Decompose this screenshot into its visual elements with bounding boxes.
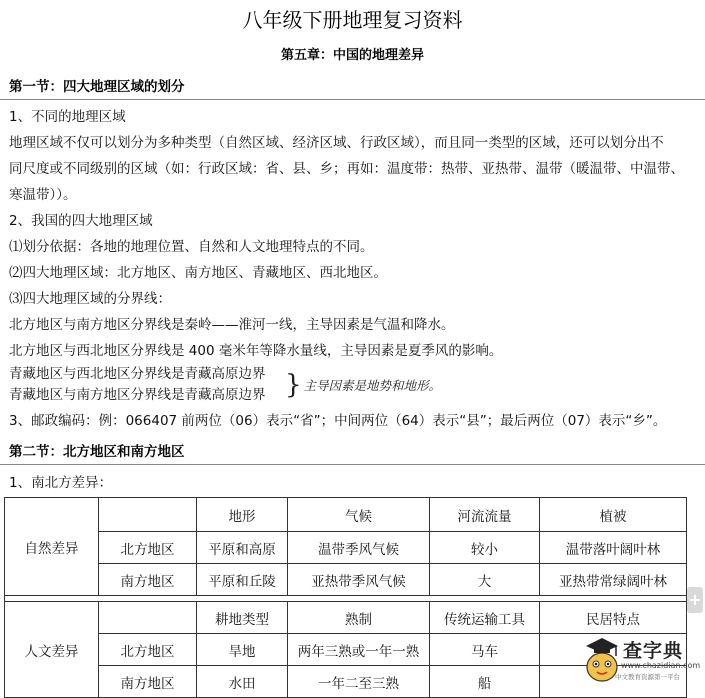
table-row bbox=[5, 532, 687, 564]
section2-heading: 第二节：北方地区和南方地区 bbox=[9, 444, 185, 460]
table-row-label: 南方地区 bbox=[99, 666, 197, 698]
natural-difference-label: 自然差异 bbox=[5, 498, 99, 596]
section1-heading: 第一节：四大地理区域的划分 bbox=[9, 79, 185, 95]
table-header-cell: 植被 bbox=[540, 498, 687, 532]
human-difference-label: 人文差异 bbox=[5, 602, 99, 698]
text-line: ⑴划分依据：各地的地理位置、自然和人文地理特点的不同。 bbox=[9, 239, 374, 255]
text-line: 青藏地区与南方地区分界线是青藏高原边界 bbox=[9, 387, 266, 403]
table-cell: 水田 bbox=[197, 666, 288, 698]
text-line: 北方地区与南方地区分界线是秦岭——淮河一线，主导因素是气温和降水。 bbox=[9, 317, 455, 333]
text-line: ⑶四大地理区域的分界线： bbox=[9, 291, 171, 307]
table-cell: 旱地 bbox=[197, 634, 288, 666]
section2-rule bbox=[0, 464, 705, 465]
watermark-name: 查字典 bbox=[623, 640, 684, 662]
table-row bbox=[5, 602, 687, 634]
brace-mark: } bbox=[285, 370, 302, 400]
table-row bbox=[5, 498, 687, 532]
table-cell: 温带落叶阔叶林 bbox=[540, 532, 687, 564]
table-header-cell: 气候 bbox=[288, 498, 430, 532]
text-line: 北方地区与西北地区分界线是 400 毫米年等降水量线，主导因素是夏季风的影响。 bbox=[9, 343, 503, 359]
section1-rule bbox=[0, 99, 705, 100]
watermark-subtitle: 中文教育资源第一平台 bbox=[615, 673, 680, 681]
table-cell: 一年二至三熟 bbox=[288, 666, 430, 698]
text-line: ⑵四大地理区域：北方地区、南方地区、青藏地区、西北地区。 bbox=[9, 265, 387, 281]
table-header-cell: 民居特点 bbox=[540, 602, 687, 634]
handwritten-note bbox=[285, 370, 441, 400]
table-cell: 平原和丘陵 bbox=[197, 564, 288, 596]
table-row-label: 南方地区 bbox=[99, 564, 197, 596]
table-cell: 船 bbox=[430, 666, 540, 698]
text-line: 1、不同的地理区域 bbox=[9, 109, 126, 125]
table-header-cell: 耕地类型 bbox=[197, 602, 288, 634]
chapter-heading: 第五章：中国的地理差异 bbox=[280, 48, 424, 63]
table-header-cell: 传统运输工具 bbox=[430, 602, 540, 634]
table-row-label: 北方地区 bbox=[99, 532, 197, 564]
text-line: 同尺度或不同级别的区域（如：行政区域：省、县、乡；再如：温度带：热带、亚热带、温带（暖温带、中温带、 bbox=[9, 161, 684, 177]
table-header-cell: 河流流量 bbox=[430, 498, 540, 532]
text-line: 地理区域不仅可以划分为多种类型（自然区域、经济区域、行政区域），而且同一类型的区域，还可以划分出不 bbox=[9, 135, 664, 151]
table-cell-empty bbox=[99, 602, 197, 634]
watermark-url: www.chazidian.com bbox=[621, 661, 701, 670]
table-cell: 亚热带常绿阔叶林 bbox=[540, 564, 687, 596]
table-cell: 较小 bbox=[430, 532, 540, 564]
text-line: 寒温带））。 bbox=[9, 187, 77, 203]
table-cell: 温带季风气候 bbox=[288, 532, 430, 564]
table-cell-empty bbox=[99, 498, 197, 532]
table-cell: 大 bbox=[430, 564, 540, 596]
table-row bbox=[5, 564, 687, 596]
expand-side-button[interactable]: + bbox=[687, 587, 703, 613]
text-line: 2、我国的四大地理区域 bbox=[9, 213, 153, 229]
text-line: 1、南北方差异： bbox=[9, 475, 113, 491]
table-cell: 平原和高原 bbox=[197, 532, 288, 564]
table-header-cell: 地形 bbox=[197, 498, 288, 532]
text-line: 青藏地区与西北地区分界线是青藏高原边界 bbox=[9, 366, 266, 382]
table-header-cell: 熟制 bbox=[288, 602, 430, 634]
table-cell: 两年三熟或一年一熟 bbox=[288, 634, 430, 666]
document-title: 八年级下册地理复习资料 bbox=[242, 8, 463, 32]
watermark-logo bbox=[583, 632, 701, 683]
table-cell: 马车 bbox=[430, 634, 540, 666]
text-line: 3、邮政编码：例：066407 前两位（06）表示“省”；中间两位（64）表示“县”；最后两位（07）表示“乡”。 bbox=[9, 413, 667, 429]
handwritten-note-text: 主导因素是地势和地形。 bbox=[303, 378, 442, 393]
table-cell: 亚热带季风气候 bbox=[288, 564, 430, 596]
table-row-label: 北方地区 bbox=[99, 634, 197, 666]
